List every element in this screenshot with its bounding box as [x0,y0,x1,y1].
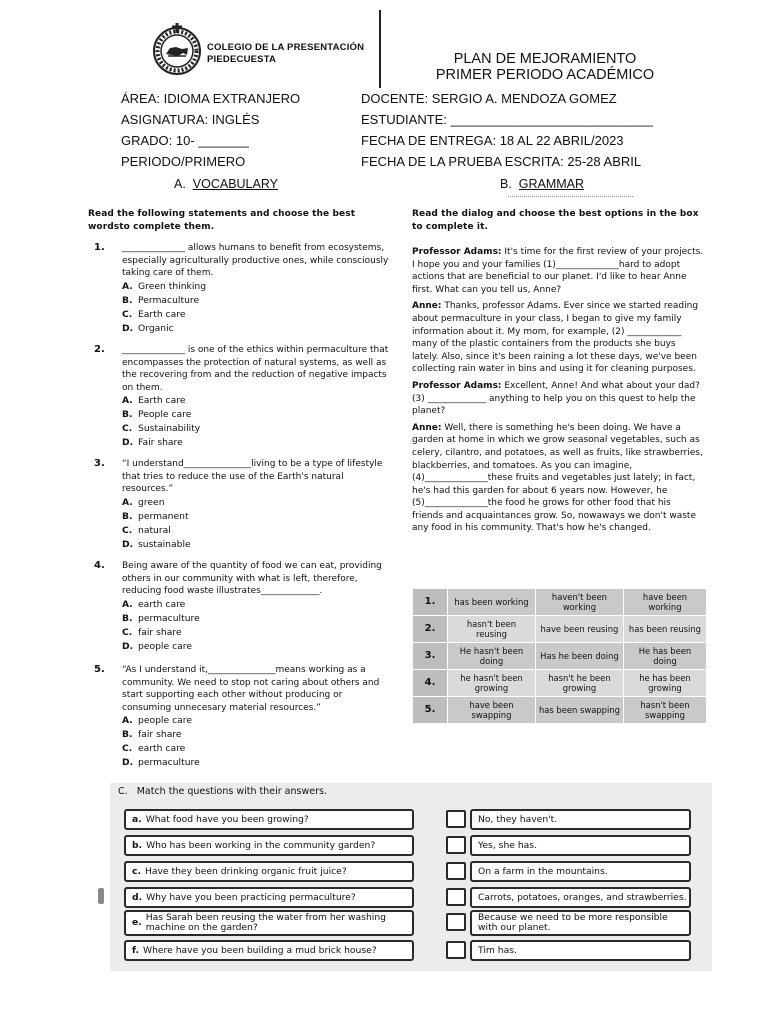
answer-option[interactable] [122,728,390,742]
option-text: Green thinking [138,280,207,292]
answer-option[interactable] [122,394,390,408]
match-letter: f. [132,944,139,956]
answer-option[interactable] [122,524,390,538]
dialog-line [412,300,704,376]
dialog-line [412,246,704,296]
options-row-number: 5. [413,697,448,724]
option-letter: D. [122,322,134,334]
option-letter: D. [122,538,134,550]
answer-option[interactable] [122,280,390,294]
match-answer [470,835,691,856]
matching-instruction: C. Match the questions with their answers. [118,786,327,797]
answer-option[interactable] [122,294,390,308]
speaker-name: Professor Adams: [412,380,502,391]
match-answer-text: Yes, she has. [478,839,538,851]
match-letter: a. [132,813,142,825]
school-name: COLEGIO DE LA PRESENTACIÓN [207,42,365,53]
answer-option[interactable] [122,510,390,524]
match-question-text: What food have you been growing? [145,813,309,825]
docente-label: DOCENTE: SERGIO A. MENDOZA GOMEZ [361,91,617,106]
answer-option[interactable] [122,714,390,728]
question-number: 4. [94,560,105,571]
question-text: “As I understand it,_______________means working as a community. We need to stop not caring about others and start supporting each other without producing or consuming unnecesary material resources.” [122,665,380,713]
option-text: fair share [138,729,182,741]
option-letter: C. [122,626,133,638]
option-cell[interactable]: hasn't been reusing [448,616,536,643]
speaker-name: Professor Adams: [412,247,502,257]
grammar-title: GRAMMAR [518,177,585,191]
plan-title: PLAN DE MEJORAMIENTO [453,51,637,67]
match-question [124,809,414,830]
option-letter: A. [122,395,133,407]
option-letter: C. [122,308,133,320]
match-answer-box[interactable] [446,836,466,854]
match-answer-box[interactable] [446,862,466,880]
match-letter: c. [132,865,141,877]
option-letter: B. [122,294,133,306]
grammar-instruction: Read the dialog and choose the best options in the box to complete it. [412,209,699,232]
answer-option[interactable] [122,408,390,422]
answer-option[interactable] [122,422,390,436]
options-row [413,616,707,643]
school-logo [150,22,204,76]
match-letter: e. [132,917,142,928]
options-table [412,588,707,724]
match-answer-text: Carrots, potatoes, oranges, and strawberries. [478,891,687,903]
option-cell[interactable]: has been reusing [623,616,706,643]
option-letter: C. [122,743,133,755]
vocab-question [94,664,390,770]
match-question [124,861,414,882]
option-text: Fair share [138,437,183,449]
vocabulary-instruction: Read the following statements and choose the best wordsto complete them. [88,209,356,232]
option-cell[interactable]: haven't been working [535,589,623,616]
answer-option[interactable] [122,598,390,612]
dialog-line [412,422,704,535]
option-cell[interactable]: have been reusing [535,616,623,643]
option-text: people care [138,715,192,727]
option-text: permaculture [138,612,200,624]
option-text: sustainable [138,538,191,550]
option-cell[interactable]: he hasn't been growing [448,670,536,697]
option-letter: B. [122,612,133,624]
match-question [124,835,414,856]
match-question [124,910,414,936]
option-cell[interactable]: have been swapping [448,697,536,724]
option-text: earth care [138,598,186,610]
dialog-text: Well, there is something he's been doing. We have a garden at home in which we grow seasonal vegetables, such as celery, cilantro, and potatoes, as well as fruits, like strawberries, blackberries, and tomatoes. As you can imagine, (4)______________these fruits and vegetables just lately; in fact, he's had this garden for about 6 years now. However, he (5)______________the food he grows for other food that his friends and acquaintances grow. So, nowaways we don't waste any food in his community. That's how he's changed. [412,422,703,534]
option-letter: D. [122,640,134,652]
option-cell[interactable]: He hasn't been doing [448,643,536,670]
answer-option[interactable] [122,436,390,450]
vocabulary-heading: A. VOCABULARY [174,177,278,191]
grammar-heading: B. GRAMMAR [500,177,585,191]
match-answer [470,910,691,936]
question-text: Being aware of the quantity of food we can eat, providing others in our community with what is left, therefore, reducing food waste illustrates_____________. [122,561,382,597]
answer-option[interactable] [122,742,390,756]
option-cell[interactable]: He has been doing [623,643,706,670]
match-answer [470,887,691,908]
option-cell[interactable]: he has been growing [623,670,706,697]
header-divider [379,10,381,88]
option-text: Earth care [138,308,186,320]
vocab-question [94,458,390,552]
vocab-question [94,242,390,336]
dialog-line [412,380,704,418]
fecha-prueba-label: FECHA DE LA PRUEBA ESCRITA: 25-28 ABRIL [361,154,642,169]
question-number: 1. [94,242,105,253]
match-answer-text: No, they haven't. [478,813,558,825]
grado-label: GRADO: 10- _______ [121,133,249,148]
options-row-number: 4. [413,670,448,697]
answer-option[interactable] [122,308,390,322]
match-question-text: Who has been working in the community garden? [146,839,376,851]
grammar-dialog [412,246,704,539]
option-text: People care [138,409,192,421]
area-label: ÁREA: IDIOMA EXTRANJERO [121,91,301,106]
match-answer [470,940,691,961]
binder-mark [98,888,104,904]
option-letter: D. [122,437,134,449]
option-text: permanent [138,510,189,522]
match-question [124,887,414,908]
options-row [413,643,707,670]
option-letter: A. [122,496,133,508]
match-answer-text: Tim has. [478,944,517,956]
asignatura-label: ASIGNATURA: INGLÉS [121,112,260,127]
vocabulary-title: VOCABULARY [192,177,278,191]
answer-option[interactable] [122,538,390,552]
question-number: 2. [94,344,105,355]
options-row [413,589,707,616]
match-letter: b. [132,839,143,851]
vocab-question [94,560,390,654]
answer-option[interactable] [122,756,390,770]
dialog-text: It's time for the first review of your projects. I hope you and your families (1)______________hard to adopt actions that are beneficial to our planet. I'd like to hear Anne first. What can you tell us, Anne? [412,247,704,295]
question-text: ______________ allows humans to benefit from ecosystems, especially agriculturally productive ones, while consciously taking care of them. [122,243,389,279]
option-letter: A. [122,280,133,292]
option-text: permaculture [138,757,200,769]
options-row-number: 2. [413,616,448,643]
dialog-text: Thanks, professor Adams. Ever since we started reading about permaculture in your class, I began to give my family information about it. My mom, for example, (2) ____________ many of the plastic containers from the products she buys lately. Also, since it's been raining a lot these days, we've been collecting rain water in bins and using it for cleaning purposes. [412,301,699,375]
dialog-text: Excellent, Anne! And what about your dad? (3) _____________ anything to help you on this quest to help the planet? [412,380,700,417]
question-text: “I understand_______________living to be a type of lifestyle that tries to reduce the use of the Earth's natural resources.” [122,459,383,495]
match-question [124,940,414,961]
option-text: green [138,496,165,508]
option-letter: C. [122,423,133,435]
option-cell[interactable]: has been working [448,589,536,616]
answer-option[interactable] [122,640,390,654]
options-row-number: 1. [413,589,448,616]
option-letter: B. [122,729,133,741]
match-answer-box[interactable] [446,941,466,959]
match-question-text: Has Sarah been reusing the water from her washing machine on the garden? [145,912,386,933]
option-letter: C. [122,524,133,536]
option-letter: A. [122,715,133,727]
plan-subtitle: PRIMER PERIODO ACADÉMICO [435,67,655,83]
match-answer-text: On a farm in the mountains. [478,865,608,877]
option-text: people care [138,640,192,652]
question-number: 5. [94,664,105,675]
option-letter: A. [122,598,133,610]
match-answer-box[interactable] [446,810,466,828]
option-cell[interactable]: Has he been doing [535,643,623,670]
answer-option[interactable] [122,496,390,510]
fecha-entrega-label: FECHA DE ENTREGA: 18 AL 22 ABRIL/2023 [361,133,624,148]
option-text: natural [138,524,171,536]
options-row-number: 3. [413,643,448,670]
answer-option[interactable] [122,612,390,626]
option-text: fair share [138,626,182,638]
school-city: PIEDECUESTA [207,54,277,65]
speaker-name: Anne: [412,301,442,312]
match-answer-box[interactable] [446,888,466,906]
periodo-label: PERIODO/PRIMERO [121,154,246,169]
match-question-text: Have they been drinking organic fruit juice? [144,865,347,877]
question-number: 3. [94,458,105,469]
vocab-question [94,344,390,450]
answer-option[interactable] [122,322,390,336]
option-letter: B. [122,409,133,421]
match-question-text: Where have you been building a mud brick house? [142,944,377,956]
match-answer-box[interactable] [446,913,466,931]
option-text: earth care [138,743,186,755]
question-text: ______________ is one of the ethics within permaculture that encompasses the protection of natural systems, as well as the recovering from and the reduction of negative impacts on them. [122,345,389,393]
options-row [413,697,707,724]
option-cell[interactable]: have been working [623,589,706,616]
option-cell[interactable]: hasn't been swapping [623,697,706,724]
option-cell[interactable]: has been swapping [535,697,623,724]
match-answer-text: Because we need to be more responsible with our planet. [478,912,668,933]
match-question-text: Why have you been practicing permaculture? [146,891,356,903]
option-letter: B. [122,510,133,522]
answer-option[interactable] [122,626,390,640]
option-letter: D. [122,757,134,769]
option-text: Earth care [138,395,186,407]
dotted-rule [508,196,633,197]
option-text: Sustainability [138,423,201,435]
option-text: Permaculture [138,294,200,306]
option-text: Organic [138,322,174,334]
option-cell[interactable]: hasn't he been growing [535,670,623,697]
match-letter: d. [132,891,143,903]
options-row [413,670,707,697]
speaker-name: Anne: [412,422,442,433]
match-answer [470,809,691,830]
match-answer [470,861,691,882]
estudiante-field[interactable]: ESTUDIANTE: ____________________________ [361,112,654,127]
